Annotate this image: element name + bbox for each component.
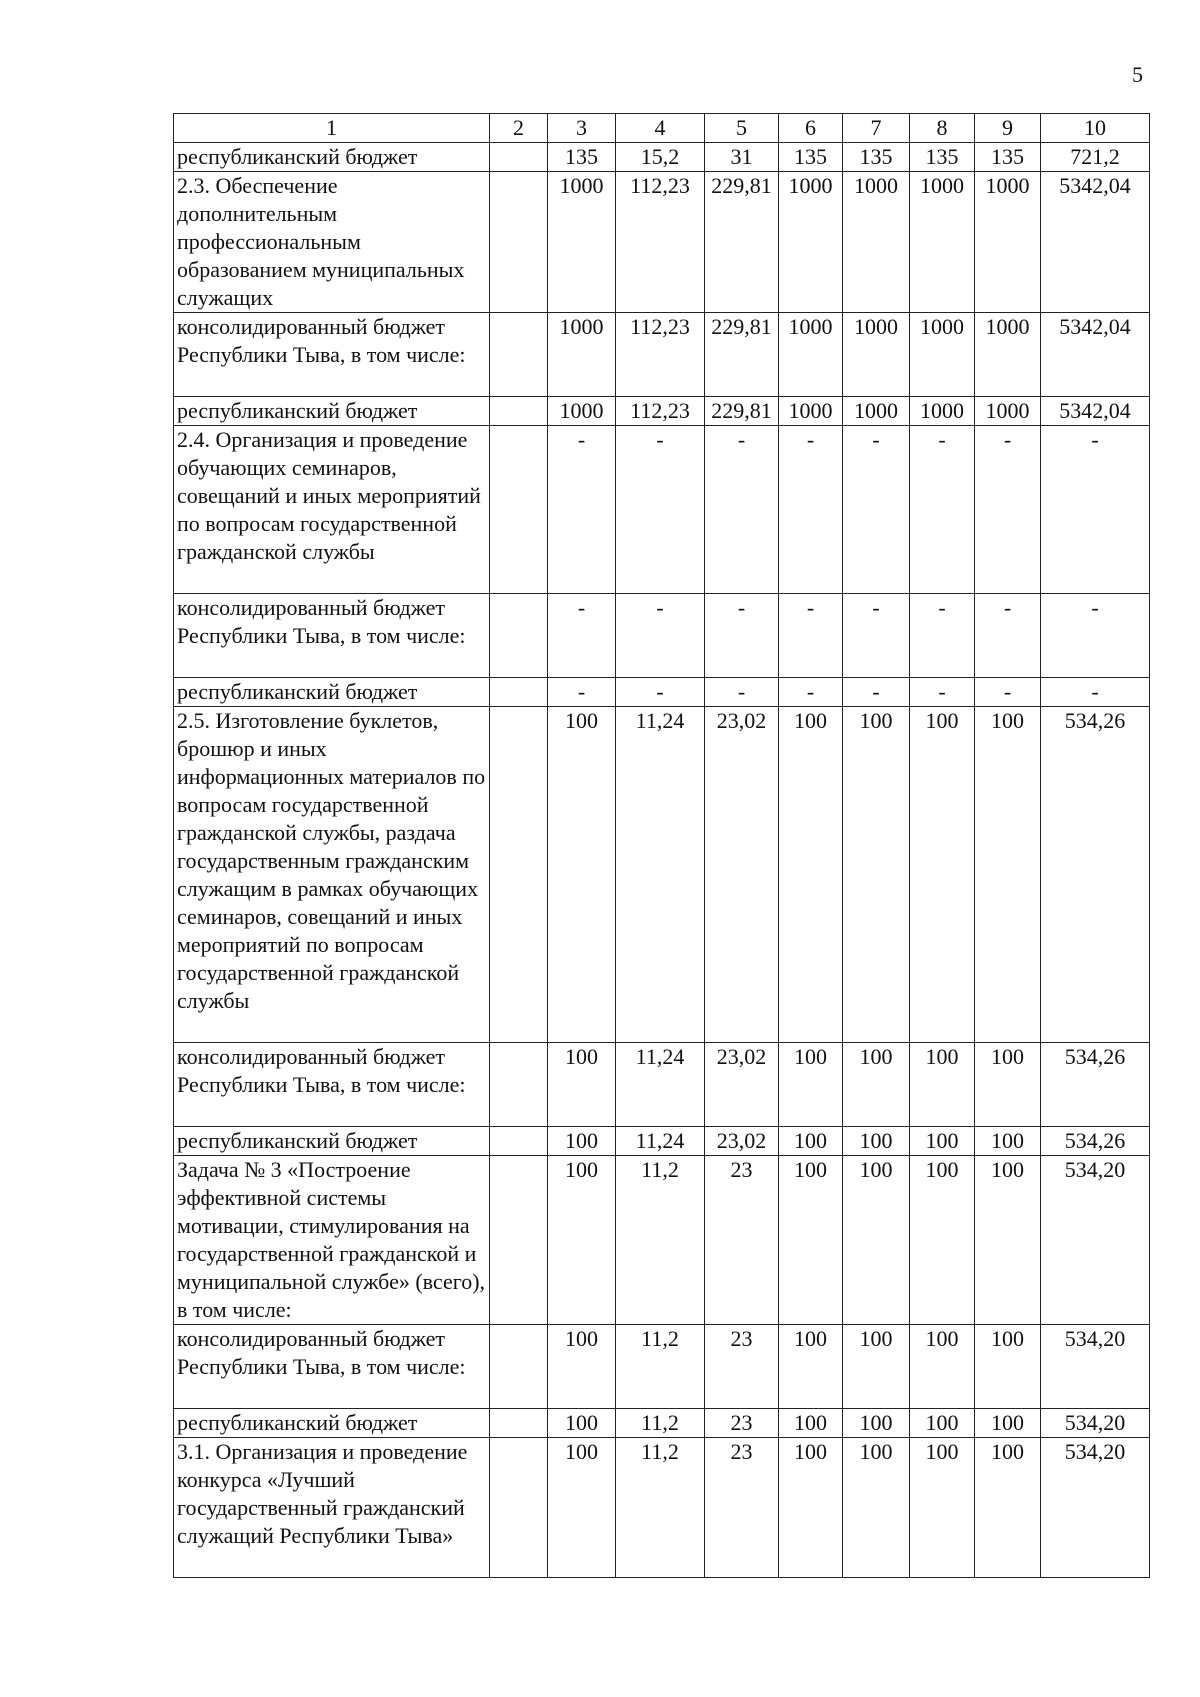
value-cell: 1000 bbox=[843, 313, 910, 397]
value-cell: 11,24 bbox=[616, 1043, 705, 1127]
empty-cell bbox=[490, 1156, 548, 1325]
value-cell: 1000 bbox=[910, 172, 975, 313]
total-cell: - bbox=[1041, 594, 1150, 678]
value-cell: - bbox=[548, 594, 616, 678]
row-label: консолидированный бюджет Республики Тыва, в том числе: bbox=[174, 313, 490, 397]
value-cell: - bbox=[975, 678, 1041, 707]
empty-cell bbox=[490, 1409, 548, 1438]
header-cell: 8 bbox=[910, 114, 975, 143]
value-cell: 1000 bbox=[910, 397, 975, 426]
value-cell: 135 bbox=[843, 143, 910, 172]
table-row bbox=[174, 678, 1150, 707]
table-row bbox=[174, 1325, 1150, 1409]
value-cell: 100 bbox=[910, 1438, 975, 1578]
header-cell: 2 bbox=[490, 114, 548, 143]
total-cell: 534,20 bbox=[1041, 1156, 1150, 1325]
row-label: 2.5. Изготовление буклетов, брошюр и иных информационных материалов по вопросам государственной гражданской службы, раздача государственным гражданским служащим в рамках обучающих семинаров, совещаний и иных мероприятий по вопросам государственной гражданской службы bbox=[174, 707, 490, 1043]
value-cell: 100 bbox=[779, 1127, 843, 1156]
table-row bbox=[174, 1043, 1150, 1127]
table-row bbox=[174, 313, 1150, 397]
total-cell: 5342,04 bbox=[1041, 172, 1150, 313]
value-cell: 100 bbox=[975, 1127, 1041, 1156]
value-cell: 112,23 bbox=[616, 313, 705, 397]
table-row bbox=[174, 397, 1150, 426]
value-cell: 1000 bbox=[779, 313, 843, 397]
value-cell: 100 bbox=[843, 1438, 910, 1578]
row-label: 2.4. Организация и проведение обучающих семинаров, совещаний и иных мероприятий по вопросам государственной гражданской службы bbox=[174, 426, 490, 594]
value-cell: 23 bbox=[705, 1409, 779, 1438]
value-cell: 100 bbox=[548, 707, 616, 1043]
table-row bbox=[174, 1409, 1150, 1438]
value-cell: 100 bbox=[975, 1043, 1041, 1127]
value-cell: 100 bbox=[910, 1409, 975, 1438]
value-cell: - bbox=[910, 426, 975, 594]
total-cell: 5342,04 bbox=[1041, 313, 1150, 397]
total-cell: - bbox=[1041, 678, 1150, 707]
value-cell: 100 bbox=[843, 1156, 910, 1325]
value-cell: 100 bbox=[843, 1043, 910, 1127]
value-cell: 100 bbox=[548, 1438, 616, 1578]
value-cell: 1000 bbox=[548, 397, 616, 426]
value-cell: 1000 bbox=[975, 172, 1041, 313]
table-row bbox=[174, 594, 1150, 678]
value-cell: 135 bbox=[910, 143, 975, 172]
row-label: республиканский бюджет bbox=[174, 1127, 490, 1156]
value-cell: 100 bbox=[910, 1325, 975, 1409]
value-cell: 135 bbox=[975, 143, 1041, 172]
value-cell: - bbox=[910, 594, 975, 678]
value-cell: 100 bbox=[843, 1127, 910, 1156]
header-cell: 10 bbox=[1041, 114, 1150, 143]
value-cell: - bbox=[616, 594, 705, 678]
value-cell: - bbox=[548, 678, 616, 707]
value-cell: 23 bbox=[705, 1156, 779, 1325]
value-cell: 100 bbox=[548, 1156, 616, 1325]
value-cell: - bbox=[548, 426, 616, 594]
value-cell: 229,81 bbox=[705, 397, 779, 426]
row-label: республиканский бюджет bbox=[174, 397, 490, 426]
empty-cell bbox=[490, 707, 548, 1043]
value-cell: - bbox=[705, 426, 779, 594]
empty-cell bbox=[490, 1043, 548, 1127]
value-cell: 23 bbox=[705, 1438, 779, 1578]
value-cell: 229,81 bbox=[705, 313, 779, 397]
empty-cell bbox=[490, 1127, 548, 1156]
value-cell: 100 bbox=[910, 1043, 975, 1127]
table-row bbox=[174, 172, 1150, 313]
value-cell: 1000 bbox=[975, 313, 1041, 397]
total-cell: 534,26 bbox=[1041, 1127, 1150, 1156]
value-cell: 100 bbox=[975, 1156, 1041, 1325]
header-cell: 1 bbox=[174, 114, 490, 143]
value-cell: - bbox=[779, 594, 843, 678]
value-cell: 100 bbox=[548, 1409, 616, 1438]
value-cell: 100 bbox=[779, 1156, 843, 1325]
value-cell: - bbox=[843, 678, 910, 707]
header-cell: 9 bbox=[975, 114, 1041, 143]
value-cell: - bbox=[705, 594, 779, 678]
header-cell: 3 bbox=[548, 114, 616, 143]
value-cell: 100 bbox=[779, 1043, 843, 1127]
value-cell: 11,24 bbox=[616, 1127, 705, 1156]
value-cell: - bbox=[616, 678, 705, 707]
header-cell: 4 bbox=[616, 114, 705, 143]
value-cell: 31 bbox=[705, 143, 779, 172]
value-cell: - bbox=[975, 594, 1041, 678]
value-cell: 15,2 bbox=[616, 143, 705, 172]
table-row bbox=[174, 1156, 1150, 1325]
empty-cell bbox=[490, 143, 548, 172]
value-cell: 100 bbox=[548, 1325, 616, 1409]
value-cell: 23,02 bbox=[705, 707, 779, 1043]
value-cell: - bbox=[705, 678, 779, 707]
value-cell: 11,2 bbox=[616, 1438, 705, 1578]
value-cell: - bbox=[843, 426, 910, 594]
empty-cell bbox=[490, 313, 548, 397]
value-cell: - bbox=[910, 678, 975, 707]
empty-cell bbox=[490, 172, 548, 313]
total-cell: 534,26 bbox=[1041, 1043, 1150, 1127]
empty-cell bbox=[490, 678, 548, 707]
row-label: республиканский бюджет bbox=[174, 1409, 490, 1438]
value-cell: 100 bbox=[779, 1325, 843, 1409]
row-label: 2.3. Обеспечение дополнительным профессиональным образованием муниципальных служащих bbox=[174, 172, 490, 313]
value-cell: 1000 bbox=[548, 313, 616, 397]
value-cell: 100 bbox=[779, 707, 843, 1043]
budget-table bbox=[173, 113, 1150, 1578]
empty-cell bbox=[490, 1325, 548, 1409]
value-cell: - bbox=[843, 594, 910, 678]
row-label: консолидированный бюджет Республики Тыва, в том числе: bbox=[174, 1325, 490, 1409]
value-cell: 229,81 bbox=[705, 172, 779, 313]
value-cell: 100 bbox=[843, 707, 910, 1043]
value-cell: - bbox=[779, 678, 843, 707]
table-row bbox=[174, 1127, 1150, 1156]
value-cell: 100 bbox=[843, 1325, 910, 1409]
header-cell: 6 bbox=[779, 114, 843, 143]
value-cell: 1000 bbox=[843, 172, 910, 313]
total-cell: 534,26 bbox=[1041, 707, 1150, 1043]
value-cell: - bbox=[616, 426, 705, 594]
value-cell: 23,02 bbox=[705, 1127, 779, 1156]
row-label: консолидированный бюджет Республики Тыва, в том числе: bbox=[174, 1043, 490, 1127]
value-cell: - bbox=[779, 426, 843, 594]
value-cell: 112,23 bbox=[616, 397, 705, 426]
empty-cell bbox=[490, 426, 548, 594]
row-label: консолидированный бюджет Республики Тыва, в том числе: bbox=[174, 594, 490, 678]
value-cell: 1000 bbox=[779, 172, 843, 313]
page-number: 5 bbox=[1132, 62, 1143, 87]
value-cell: 112,23 bbox=[616, 172, 705, 313]
value-cell: 1000 bbox=[843, 397, 910, 426]
value-cell: 23,02 bbox=[705, 1043, 779, 1127]
value-cell: 100 bbox=[975, 707, 1041, 1043]
empty-cell bbox=[490, 594, 548, 678]
value-cell: 11,24 bbox=[616, 707, 705, 1043]
table-row bbox=[174, 1438, 1150, 1578]
value-cell: 100 bbox=[548, 1127, 616, 1156]
value-cell: 23 bbox=[705, 1325, 779, 1409]
total-cell: 721,2 bbox=[1041, 143, 1150, 172]
value-cell: 100 bbox=[975, 1438, 1041, 1578]
value-cell: 11,2 bbox=[616, 1409, 705, 1438]
value-cell: - bbox=[975, 426, 1041, 594]
value-cell: 100 bbox=[779, 1409, 843, 1438]
value-cell: 11,2 bbox=[616, 1156, 705, 1325]
value-cell: 100 bbox=[843, 1409, 910, 1438]
value-cell: 1000 bbox=[779, 397, 843, 426]
value-cell: 135 bbox=[548, 143, 616, 172]
row-label: республиканский бюджет bbox=[174, 678, 490, 707]
table-row bbox=[174, 143, 1150, 172]
header-row bbox=[174, 114, 1150, 143]
table-row bbox=[174, 426, 1150, 594]
total-cell: 534,20 bbox=[1041, 1409, 1150, 1438]
table-row bbox=[174, 707, 1150, 1043]
value-cell: 1000 bbox=[910, 313, 975, 397]
empty-cell bbox=[490, 1438, 548, 1578]
value-cell: 100 bbox=[975, 1409, 1041, 1438]
total-cell: 534,20 bbox=[1041, 1438, 1150, 1578]
header-cell: 7 bbox=[843, 114, 910, 143]
total-cell: 534,20 bbox=[1041, 1325, 1150, 1409]
value-cell: 1000 bbox=[975, 397, 1041, 426]
value-cell: 135 bbox=[779, 143, 843, 172]
total-cell: - bbox=[1041, 426, 1150, 594]
value-cell: 100 bbox=[548, 1043, 616, 1127]
value-cell: 11,2 bbox=[616, 1325, 705, 1409]
value-cell: 100 bbox=[975, 1325, 1041, 1409]
total-cell: 5342,04 bbox=[1041, 397, 1150, 426]
row-label: 3.1. Организация и проведение конкурса «Лучший государственный гражданский служащий Республики Тыва» bbox=[174, 1438, 490, 1578]
value-cell: 100 bbox=[910, 1156, 975, 1325]
row-label: Задача № 3 «Построение эффективной системы мотивации, стимулирования на государственной гражданской и муниципальной службе» (всего), в том числе: bbox=[174, 1156, 490, 1325]
value-cell: 100 bbox=[779, 1438, 843, 1578]
table-body bbox=[174, 114, 1150, 1578]
header-cell: 5 bbox=[705, 114, 779, 143]
value-cell: 100 bbox=[910, 707, 975, 1043]
value-cell: 100 bbox=[910, 1127, 975, 1156]
empty-cell bbox=[490, 397, 548, 426]
value-cell: 1000 bbox=[548, 172, 616, 313]
row-label: республиканский бюджет bbox=[174, 143, 490, 172]
